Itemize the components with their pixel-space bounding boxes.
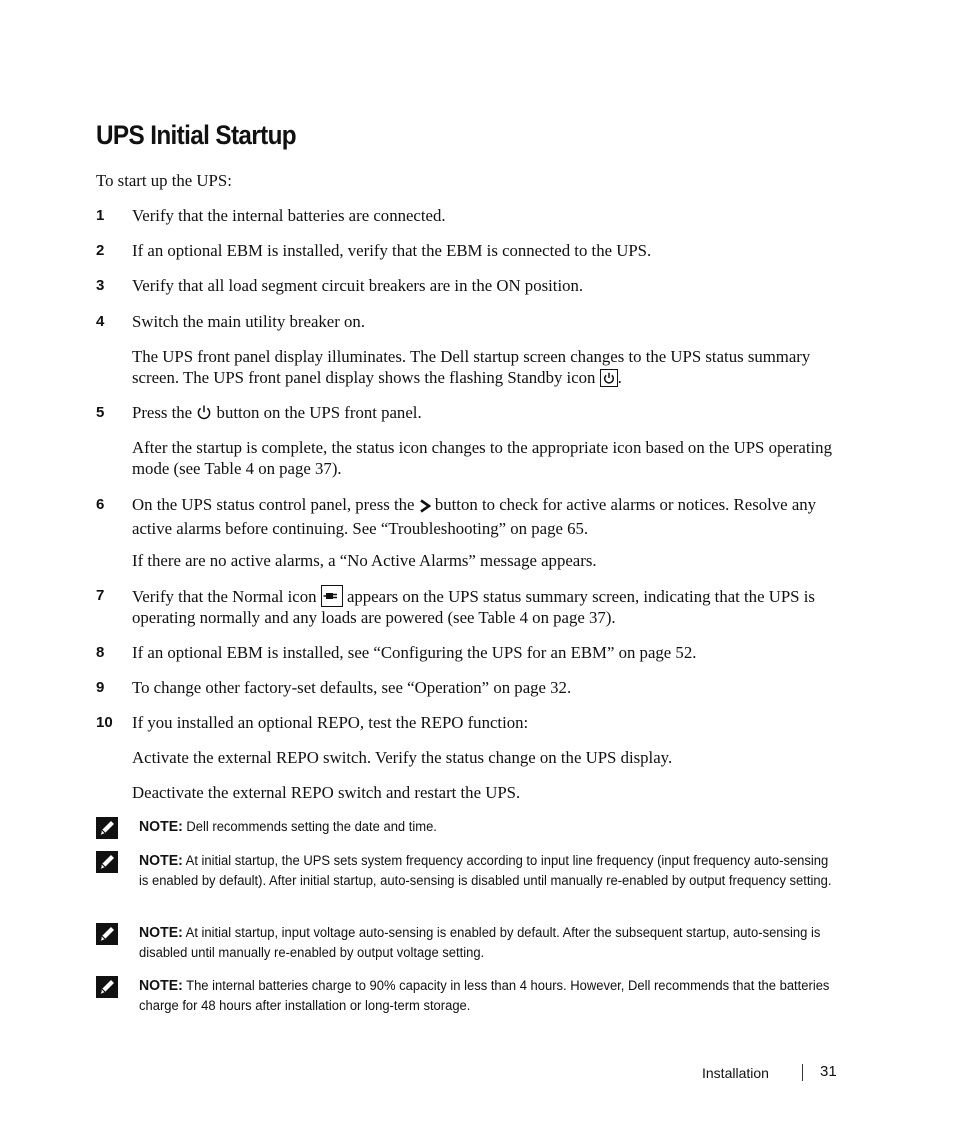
step-text: [132, 494, 852, 539]
note: [139, 817, 834, 837]
note-text: At initial startup, the UPS sets system frequency according to input line frequency (input frequency auto-sensing is enabled by default). After initial startup, auto-sensing is disabled until manually re-enabled by output frequency setting.: [139, 853, 832, 888]
step-text: Switch the main utility breaker on.: [132, 312, 366, 331]
note: [139, 851, 834, 890]
note-label: NOTE:: [139, 925, 183, 941]
power-button-icon: [196, 404, 212, 426]
step-text: Verify that the internal batteries are connected.: [132, 206, 446, 225]
step-number: 6: [96, 496, 105, 513]
note-text: Dell recommends setting the date and time.: [186, 819, 437, 834]
step-paragraph: Activate the external REPO switch. Verify the status change on the UPS display.: [132, 748, 673, 767]
note-text: At initial startup, input voltage auto-sensing is enabled by default. After the subsequent startup, auto-sensing is disabled until manually re-enabled by output voltage setting.: [139, 925, 821, 960]
step-text-part: On the UPS status control panel, press the: [132, 495, 415, 514]
page-title: UPS Initial Startup: [96, 120, 297, 150]
step-number: 2: [96, 242, 105, 259]
step-number: 5: [96, 404, 105, 421]
step-number: 4: [96, 313, 105, 330]
step-text: If an optional EBM is installed, verify that the EBM is connected to the UPS.: [132, 241, 652, 260]
step-paragraph-text: The UPS front panel display illuminates. The Dell startup screen changes to the UPS status summary screen. The UPS front panel display shows the flashing Standby icon: [132, 347, 811, 387]
normal-mode-plug-icon: [321, 585, 343, 607]
note: [139, 976, 834, 1015]
step-paragraph-text-end: .: [617, 368, 622, 387]
footer-section-name: Installation: [702, 1065, 769, 1081]
step-text-part: button on the UPS front panel.: [216, 403, 422, 422]
note-pencil-icon: [96, 923, 118, 945]
step-number: 10: [96, 714, 113, 731]
step-number: 9: [96, 679, 105, 696]
note-pencil-icon: [96, 817, 118, 839]
step-text: [132, 402, 852, 426]
step-number: 3: [96, 277, 105, 294]
note-pencil-icon: [96, 851, 118, 873]
step-number: 7: [96, 587, 105, 604]
step-text-part: appears on the UPS status summary screen, indicating that the UPS is operating normally and any loads are powered (see Table 4 on page 37).: [132, 587, 815, 627]
note-text: The internal batteries charge to 90% capacity in less than 4 hours. However, Dell recommends that the batteries charge for 48 hours after installation or long-term storage.: [139, 978, 830, 1013]
step-paragraph: Deactivate the external REPO switch and restart the UPS.: [132, 783, 521, 802]
intro-text: To start up the UPS:: [96, 171, 232, 190]
page-number: 31: [820, 1063, 837, 1080]
step-paragraph: If there are no active alarms, a “No Active Alarms” message appears.: [132, 551, 597, 570]
note: [139, 923, 834, 962]
standby-power-icon: [600, 369, 618, 387]
step-paragraph: After the startup is complete, the status icon changes to the appropriate icon based on the UPS operating mode (see Table 4 on page 37).: [132, 438, 832, 478]
step-text-part: button to check for active alarms or notices. Resolve any active alarms before continuing. See “Troubleshooting” on page 65.: [132, 495, 817, 538]
step-text: If you installed an optional REPO, test the REPO function:: [132, 713, 529, 732]
note-label: NOTE:: [139, 978, 183, 994]
step-text: If an optional EBM is installed, see “Configuring the UPS for an EBM” on page 52.: [132, 643, 697, 662]
step-text: Verify that all load segment circuit breakers are in the ON position.: [132, 276, 584, 295]
chevron-right-icon: [419, 497, 431, 518]
footer-divider: [802, 1064, 803, 1081]
step-paragraph: [132, 346, 852, 388]
note-label: NOTE:: [139, 853, 183, 869]
note-label: NOTE:: [139, 819, 183, 835]
step-number: 8: [96, 644, 105, 661]
step-text-part: Verify that the Normal icon: [132, 587, 317, 606]
note-pencil-icon: [96, 976, 118, 998]
step-text-part: Press the: [132, 403, 193, 422]
step-text: [132, 585, 852, 628]
step-text: To change other factory-set defaults, see “Operation” on page 32.: [132, 678, 572, 697]
step-number: 1: [96, 207, 105, 224]
